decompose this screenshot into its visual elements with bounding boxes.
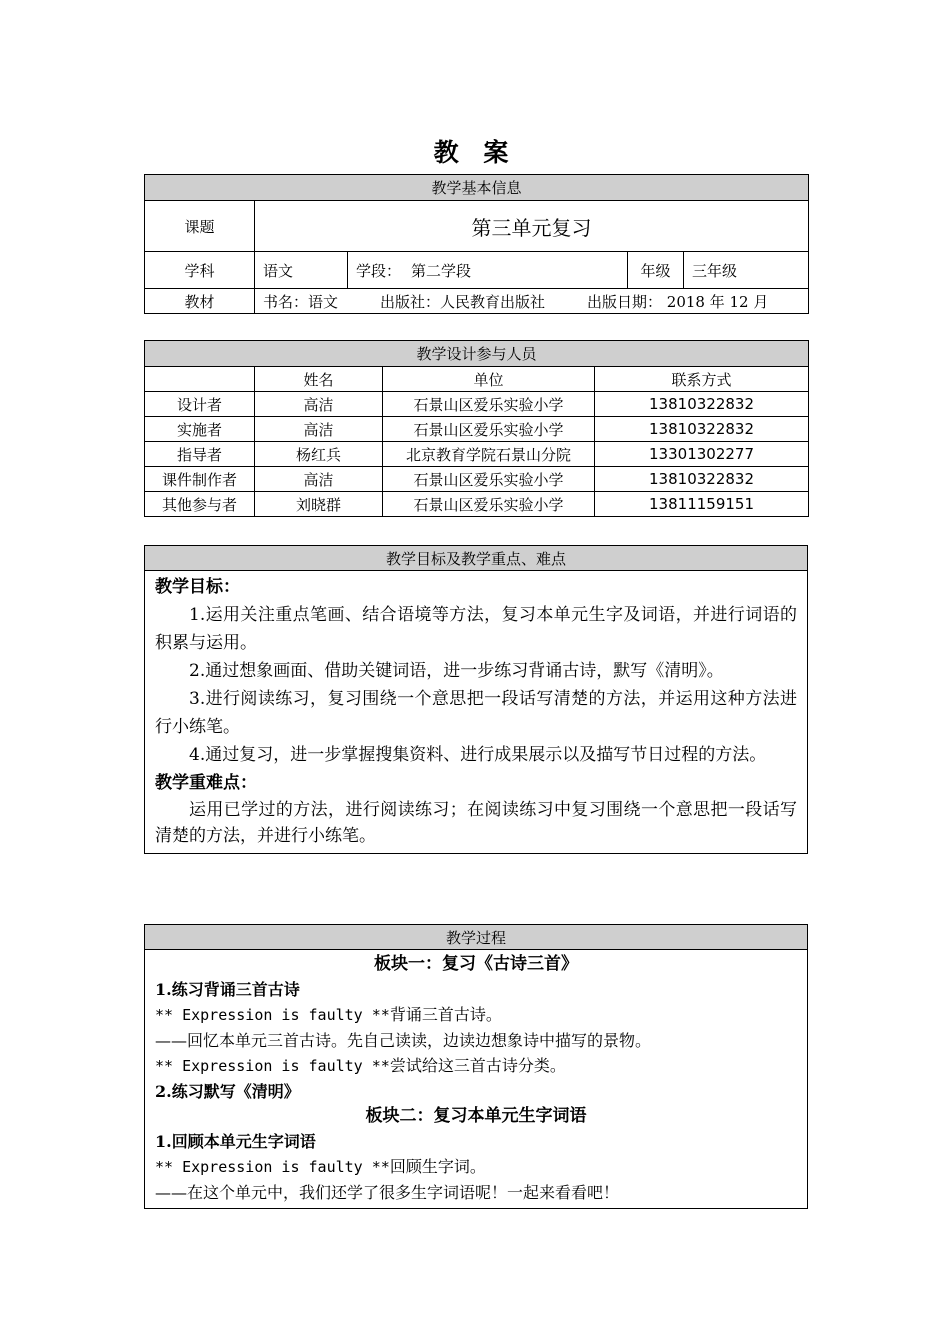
participants-table <box>144 340 809 517</box>
unit-cell: 石景山区爱乐实验小学 <box>383 392 595 417</box>
unit-cell: 石景山区爱乐实验小学 <box>383 492 595 517</box>
column-header: 姓名 <box>255 367 383 392</box>
process-line: ——回忆本单元三首古诗。先自己读读，边读边想象诗中描写的景物。 <box>155 1031 652 1050</box>
stage-cell <box>348 252 628 289</box>
material-publisher: 出版社：人民教育出版社 <box>380 292 546 311</box>
phone-cell: 13810322832 <box>595 392 809 417</box>
error-code: ** Expression is faulty ** <box>155 1158 390 1176</box>
process-header: 教学过程 <box>145 925 808 950</box>
unit-cell: 石景山区爱乐实验小学 <box>383 417 595 442</box>
name-cell: 刘晓群 <box>255 492 383 517</box>
line-text: 背诵三首古诗。 <box>389 1005 502 1024</box>
column-header: 单位 <box>383 367 595 392</box>
section-title: 1.练习背诵三首古诗 <box>155 980 300 999</box>
role-cell: 设计者 <box>145 392 255 417</box>
block-title: 板块一：复习《古诗三首》 <box>374 954 578 974</box>
material-cell <box>255 289 809 314</box>
block-title: 板块二：复习本单元生字词语 <box>365 1106 587 1126</box>
unit-cell: 石景山区爱乐实验小学 <box>383 467 595 492</box>
participants-header: 教学设计参与人员 <box>145 341 809 367</box>
key-title: 教学重难点： <box>155 773 257 793</box>
goal-title: 教学目标： <box>155 577 240 597</box>
goals-table <box>144 545 808 854</box>
topic-value: 第三单元复习 <box>255 201 809 252</box>
column-header <box>145 367 255 392</box>
stage-value: 第二学段 <box>411 261 472 280</box>
table-row <box>145 417 809 442</box>
role-cell: 其他参与者 <box>145 492 255 517</box>
grade-label: 年级 <box>628 252 684 289</box>
goals-header: 教学目标及教学重点、难点 <box>145 546 808 571</box>
phone-cell: 13810322832 <box>595 467 809 492</box>
column-header: 联系方式 <box>595 367 809 392</box>
name-cell: 高洁 <box>255 392 383 417</box>
goal-item: 4.通过复习，进一步掌握搜集资料、进行成果展示以及描写节日过程的方法。 <box>189 745 767 765</box>
material-date: 出版日期： 2018 年 12 月 <box>587 292 769 311</box>
section-title: 1.回顾本单元生字词语 <box>155 1132 316 1151</box>
material-book: 书名：语文 <box>263 292 339 311</box>
role-cell: 指导者 <box>145 442 255 467</box>
process-line: ——在这个单元中，我们还学了很多生字词语呢！一起来看看吧！ <box>155 1183 620 1202</box>
document-title: 教 案 <box>433 138 517 167</box>
basic-info-header: 教学基本信息 <box>145 175 809 201</box>
goal-item: 2.通过想象画面、借助关键词语，进一步练习背诵古诗，默写《清明》。 <box>189 661 724 681</box>
role-cell: 实施者 <box>145 417 255 442</box>
phone-cell: 13811159151 <box>595 492 809 517</box>
process-line <box>155 1154 797 1180</box>
material-label: 教材 <box>145 289 255 314</box>
goals-body <box>145 571 808 854</box>
key-text: 运用已学过的方法，进行阅读练习；在阅读练习中复习围绕一个意思把一段话写清楚的方法，并进行小练笔。 <box>155 800 797 846</box>
name-cell: 高洁 <box>255 467 383 492</box>
unit-cell: 北京教育学院石景山分院 <box>383 442 595 467</box>
topic-label: 课题 <box>145 201 255 252</box>
process-body <box>145 950 808 1209</box>
table-row <box>145 392 809 417</box>
table-row <box>145 492 809 517</box>
name-cell: 杨红兵 <box>255 442 383 467</box>
error-code: ** Expression is faulty ** <box>155 1057 390 1075</box>
table-row <box>145 442 809 467</box>
subject-label: 学科 <box>145 252 255 289</box>
phone-cell: 13810322832 <box>595 417 809 442</box>
error-code: ** Expression is faulty ** <box>155 1006 390 1024</box>
table-row <box>145 467 809 492</box>
stage-label: 学段： <box>356 261 402 280</box>
phone-cell: 13301302277 <box>595 442 809 467</box>
line-text: 尝试给这三首古诗分类。 <box>389 1056 566 1075</box>
process-line <box>155 1053 797 1079</box>
line-text: 回顾生字词。 <box>389 1157 486 1176</box>
goal-item: 1.运用关注重点笔画、结合语境等方法，复习本单元生字及词语，并进行词语的积累与运用。 <box>155 605 797 653</box>
goal-item: 3.进行阅读练习，复习围绕一个意思把一段话写清楚的方法，并运用这种方法进行小练笔。 <box>155 689 797 737</box>
grade-value: 三年级 <box>684 252 809 289</box>
basic-info-table <box>144 174 809 314</box>
subject-value: 语文 <box>255 252 348 289</box>
role-cell: 课件制作者 <box>145 467 255 492</box>
name-cell: 高洁 <box>255 417 383 442</box>
process-line <box>155 1002 797 1028</box>
process-table <box>144 924 808 1209</box>
section-title: 2.练习默写《清明》 <box>155 1082 300 1101</box>
